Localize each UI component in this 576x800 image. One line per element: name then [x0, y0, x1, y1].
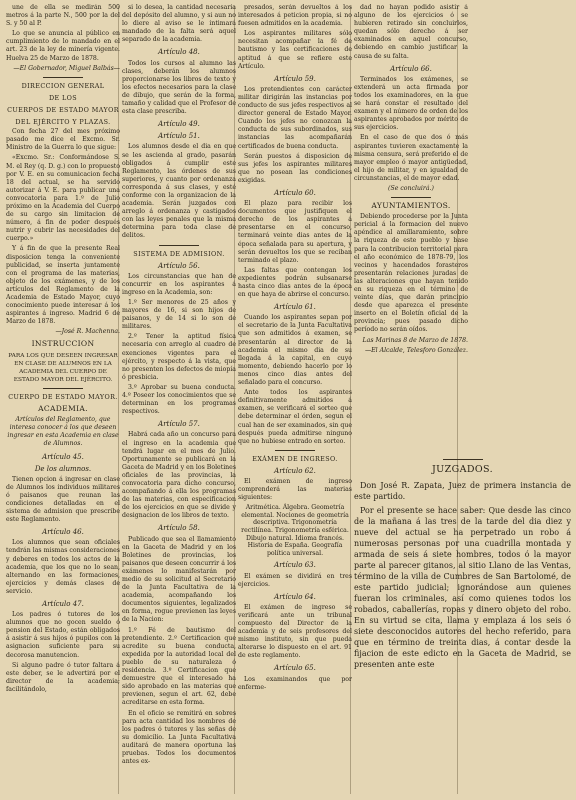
heading: DIRECCION GENERAL [21, 81, 105, 90]
paragraph: Los aspirantes militares sólo necesitan acompañar la fé de bautismo y las certificaciones de aptitud á que se refiere este Artículo. [238, 30, 352, 70]
column-3 [238, 4, 352, 796]
heading: INSTRUCCION [31, 339, 95, 349]
paragraph: El exámen de ingreso comprenderá las materias siguientes: [238, 477, 352, 502]
paragraph: Si alguno padre ó tutor faltara á este deber, se le advertirá por el director de la academia; facilitándolo, [6, 661, 120, 693]
signature: Las Marinas 8 de Marzo de 1878. [362, 336, 468, 344]
separator [443, 459, 483, 460]
paragraph: Lo que se anuncia al público en cumplimiento de lo mandado en el art. 23 de la ley de minería vigente. Huelva 25 de Marzo de 1878. [6, 30, 120, 62]
juzgados-section [354, 455, 571, 795]
article-heading: Artículo 51. [158, 132, 200, 141]
signature: —José R. Machenna. [55, 328, 120, 336]
separator [43, 77, 83, 78]
paragraph: «Excmo. Sr.: Conformándose S. M. el Rey (q. D. g.) con lo propuesto por V. E. en su comunicacion fecha 18 del actual, se ha servido autorizar á V. E. para publicar una convocatoria para 1.º de Julio próximo en la Academia del Cuerpo de su cargo sin limitacion de número, á fin de poder después nutrir y cubrir las necesidades del cuerpo.» [6, 154, 120, 243]
signature: —El Alcalde, Telesforo González. [364, 346, 468, 354]
article-heading: Artículo 56. [158, 261, 200, 270]
paragraph: dad no hayan podido asistir á alguno de los ejercicios ó se hubieren retirado sin concluirlos, quedan sólo derecho á ser examinados en aquel concurso, debiendo en cambio justificar la causa de su falta. [354, 4, 468, 60]
article-heading: Artículo 66. [390, 64, 432, 73]
paragraph: Por el presente se hace saber: Que desde las cinco de la mañana á las tres de la tarde del dia diez y nueve del actual se ha perpetrado un robo á numerosas personas por una cuadrilla montada y armada de seis á siete hombres, todos ó la mayor parte al parecer gitanos, al sitio Llano de las Ventas, término de la villa de Cumbres de San Bartolomé, de este partido judicial; ignorándose aun quienes fueran los criminales, así como quienes todos los robados, caballerías, ropas y dinero objeto del robo. En su virtud se cita, llama y emplaza á los seis ó siete desconocidos autores del hecho referido, para que en término de treinta dias, á contar desde la fijacion de este edicto en la Gaceta de Madrid, se presenten ante este [354, 506, 571, 670]
article-heading: Artículo 61. [274, 303, 316, 312]
heading: ACADEMIA. [38, 404, 88, 414]
subject-list: Aritmética. Álgebra. Geometría elemental. Nociones de geometría descriptiva. Trigonometría rectilínea. Trigonometría esférica. Dibujo natural. Idioma francés. Historia de España. Geografía política universal. [241, 504, 349, 557]
heading: DE LOS [48, 93, 78, 102]
paragraph: presados, serán devueltos á los interesados á peticion propia, si no fuesen admitidos en la academia. [238, 4, 352, 28]
article-heading: Artículo 48. [158, 48, 200, 57]
paragraph: Debiendo procederse por la Junta pericial á la formacion del nuevo apéndice al amillaramiento, sobre la riqueza de este pueblo y base para la contribucion territorial para el año económico de 1878-79, los vecinos y hacendados forasteros presentarán relaciones juradas de las alteraciones que hayan tenido en su riqueza en el término de veinte días, que darán principio desde que aparezca el presente inserto en el Boletín oficial de la provincia; pues pasado dicho período no serán oídos. [354, 213, 468, 334]
article-heading: Artículo 60. [274, 188, 316, 197]
paragraph: El exámen se dividirá en tres ejercicios. [238, 572, 352, 588]
paragraph: Don José R. Zapata, Juez de primera instancia de este partido. [354, 481, 571, 502]
paragraph: El exámen de ingreso se verificará ante un tribunal compuesto del Director de la academia y de seis profesores del mismo instituto, sin que pueda alterarse lo dispuesto en el art. 91 de este reglamento. [238, 603, 352, 660]
separator [391, 197, 431, 198]
article-heading: Artículo 63. [274, 561, 316, 570]
article-heading: Artículo 46. [42, 528, 84, 537]
article-heading: Artículo 45. [42, 452, 84, 461]
paragraph: Todos los cursos al alumno las clases, deberán los alumnos proporcionarse los libros de texto y los efectos necesarios para la clase de dibujo, que serán de la forma, tamaño y calidad que el Profesor de esta clase prescriba. [122, 59, 236, 116]
paragraph: Los pretendientes con carácter militar dirigirán las instancias por conducto de sus jefes respectivos al director general de Estado Mayor. Cuando los jefes no conozcan la conducta de sus subordinados, sus instancias las acompañarán certificados de buena conducta. [238, 85, 352, 150]
article-heading: Artículo 59. [274, 74, 316, 83]
heading: CUERPO DE ESTADO MAYOR. [8, 392, 118, 401]
subheading: PARA LOS QUE DESEEN INGRESAR EN CLASE DE ALUMNOS EN LA ACADEMIA DEL CUERPO DE ESTADO MAYOR DEL EJÉRCITO. [8, 352, 118, 383]
article-heading: Artículo 62. [274, 466, 316, 475]
paragraph: Ante todos los aspirantes definitivamente admitidos á examen, se verificará el sorteo que debe determinar el órden, segun el cual han de ser examinados, sin que después pueda admitirse ninguno que no hubiese entrado en sorteo. [238, 389, 352, 445]
article-heading: Artículo 57. [158, 420, 200, 429]
paragraph: Serán puestos á disposicion de sus jefes los aspirantes militares que no posean las condiciones exigidas. [238, 152, 352, 184]
paragraph: 3.º Aprobar su buena conducta. 4.º Poseer los conocimientos que se determinan en los programas respectivos. [122, 383, 236, 416]
column-2 [122, 4, 236, 796]
paragraph: Tienen opcion á ingresar en clase de Alumnos los individuos militares ó paisanos que reunan las condiciones detalladas en el sistema de admision que prescribe este Reglamento. [6, 475, 120, 524]
article-heading: Artículo 58. [158, 524, 200, 533]
heading: CUERPOS DE ESTADO MAYOR [7, 105, 119, 114]
paragraph: Los examinandos que por enferme- [238, 675, 352, 691]
paragraph: En el caso de que dos ó más aspirantes tuvieren exactamente la misma censura, será preferido el de mayor empleo ó mayor antigüedad, el hijo de militar, y en igualdad de circunstancias, el de mayor edad. [354, 134, 468, 182]
paragraph: Cuando los aspirantes sepan por el secretario de la Junta Facultativa que son admitidos á examen, se presentarán al director de la academia el mismo dia de su llegada á la capital, en cuyo momento, debiendo hacerlo por lo menos cinco dias antes del señalado para el concurso. [238, 314, 352, 387]
paragraph: 1.º Fé de bautismo del pretendiente. 2.º Certificacion que acredite su buena conducta, expedida por la autoridad local del pueblo de su naturaleza ó residencia. 3.º Certificacion que demuestre que el interesado ha sido aprobado en las materias que previenen, segun el art. 62, debe acreditarse en esta forma. [122, 626, 236, 707]
paragraph: 2.º Tener la aptitud física necesaria con arreglo al cuadro de exenciones vigentes para el ejército, y respecto á la vista, que no presenten los defectos de miopía ó presbicia. [122, 333, 236, 381]
paragraph: El plazo para recibir los documentos que justifiquen el derecho de los aspirantes á presentarse en el concurso, terminará veinte dias antes de la época señalada para su apertura, y serán devueltos los que se reciban terminado el plazo. [238, 200, 352, 264]
section-title: JUZGADOS. [431, 464, 494, 475]
article-heading: Artículo 49. [158, 120, 200, 129]
paragraph: 1.º Ser menores de 25 años y mayores de 16, si son hijos de paisanos, y de 14 si lo son de militares. [122, 299, 236, 331]
article-heading: Artículo 64. [274, 592, 316, 601]
section-title: AYUNTAMIENTOS. [371, 201, 451, 211]
separator [159, 245, 199, 246]
subheading: Artículos del Reglamento, que interesa conocer á los que deseen ingresar en esta Academia en clase de Alumnos. [7, 416, 119, 448]
paragraph: Publicado que sea el llamamiento en la Gaceta de Madrid y en los Boletines de provincias, los paisanos que deseen concurrir á los exámenes lo manifestarán por medio de su solicitud al Secretario de la Junta Facultativa de la academia, acompañando los documentos siguientes, legalizados en forma, rogue previenen las leyes de la Nacion: [122, 535, 236, 624]
paragraph: Los circunstancias que han de concurrir en los aspirantes á ingreso en la Academia, son: [122, 272, 236, 296]
paragraph: Los alumnos desde el dia en que se les ascienda al grado, pasarán obligados á cumplir este Reglamento, las órdenes de sus superiores, y cuanto por ordenanza corresponda á sus clases, y esté conforme con la organizacion de la academia. Serán juzgados con arreglo á ordenanza y castigados con las leyes penales que la misma determina para toda clase de delitos. [122, 143, 236, 240]
article-heading: De los alumnos. [34, 464, 92, 473]
paragraph: Terminados los exámenes, se extenderá un acta firmada por todos los examinadores, en la que se hará constar el resultado del examen y el número de orden de los aspirantes aprobados por mérito de sus ejercicios. [354, 75, 468, 132]
separator [43, 388, 83, 389]
paragraph: Las faltas que contengan los expedientes podrán subsanarse hasta cinco dias antes de la época en que haya de abrirse el concurso. [238, 266, 352, 299]
paragraph: Y á fin de que la presente Real disposicion tenga la conveniente publicidad, se inserta juntamente con el programa de las materias, objeto de los exámenes, y de los artículos del Reglamento de la Academia de Estado Mayor, cuyo conocimiento puede interesar á los aspirantes á ingreso. Madrid 6 de Marzo de 1878. [6, 245, 120, 326]
paragraph: En el oficio se remitirá en sobres para acta cantidad los nombres de los padres ó tutores y las señas de su domicilio. La Junta Facultativa auditará de manera oportuna las pruebas. Todos los documentos antes ex- [122, 709, 236, 766]
paragraph: Habrá cada año un concurso para el ingreso en la academia que tendrá lugar en el mes de Julio. Oportunamente se publicará en la Gaceta de Madrid y en los Boletines oficiales de las provincias, la convocatoria para dicho concurso, acompañando á ella los programas de las materias, con especificacion de los ejercicios en que se divide y designacion de los libros de texto. [122, 431, 236, 520]
paragraph: Con fecha 27 del mes próximo pasado me dice el Excmo. Sr. Ministro de la Guerra lo que sigue: [6, 128, 120, 152]
closing-note: (Se concluirá.) [388, 184, 434, 192]
heading: EXÁMEN DE INGRESO. [252, 454, 338, 463]
separator [275, 450, 315, 451]
heading: DEL EJÉRCITO Y PLAZAS. [15, 118, 111, 127]
signature: —El Gobernador, Miguel Balbás— [13, 64, 120, 72]
paragraph: une de ella se medirán 500 metros á la parte N., 500 por la del S. y 50 al P. [6, 4, 120, 28]
paragraph: Los padres ó tutores de los alumnos que no gocen sueldo ó pension del Estado, están obligados á asistir á sus hijos ó pupilos con la asignacion suficiente para su decorosa manutencion. [6, 611, 120, 659]
paragraph: Los alumnos que sean oficiales tendrán las mismas consideraciones y deberes en todos los actos de la academia, que los que no lo sean, alternando en las formaciones, ejercicios y demás clases de servicio. [6, 539, 120, 595]
article-heading: Artículo 65. [274, 664, 316, 673]
column-1 [6, 4, 120, 796]
heading: SISTEMA DE ADMISION. [133, 249, 225, 258]
article-heading: Artículo 47. [42, 600, 84, 608]
paragraph: si lo desea, la cantidad necesaria del depósito del alumno, y si aun no lo diere al aviso se le intimará mandado de la falta será aquel separado de la academia. [122, 4, 236, 44]
